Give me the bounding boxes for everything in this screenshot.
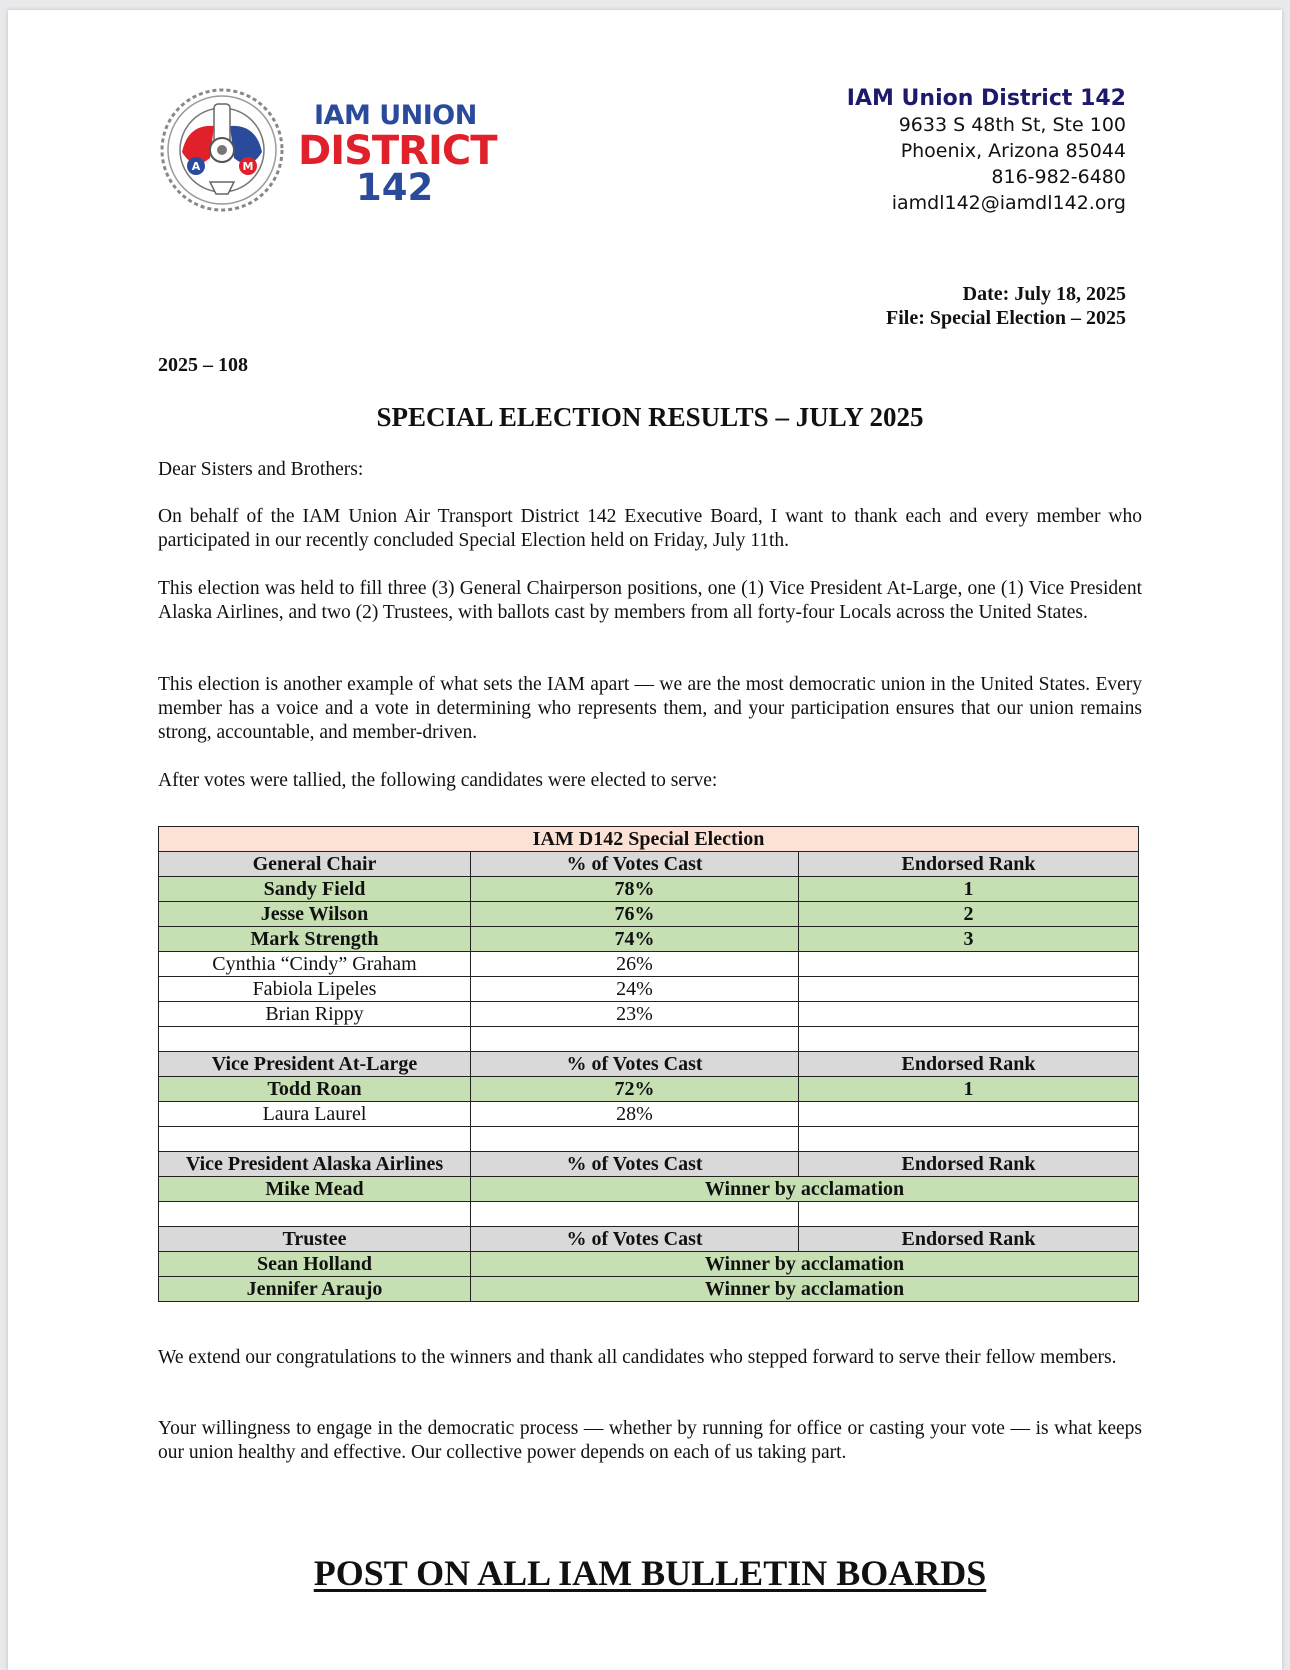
logo-line-1: IAM UNION <box>314 100 477 131</box>
table-caption: IAM D142 Special Election <box>159 827 1139 852</box>
paragraph-participation: Your willingness to engage in the democratic process — whether by running for office or casting your vote — is what keeps our union healthy and effective. Our collective power depends on each of us taking part. <box>158 1418 1142 1463</box>
endorsed-rank: 1 <box>799 877 1139 902</box>
endorsed-rank <box>799 1102 1139 1127</box>
endorsed-rank <box>799 952 1139 977</box>
votes-header: % of Votes Cast <box>471 1227 799 1252</box>
rank-header: Endorsed Rank <box>799 1227 1139 1252</box>
email-address: iamdl142@iamdl142.org <box>891 192 1126 214</box>
votes-header: % of Votes Cast <box>471 1152 799 1177</box>
candidate-name: Sean Holland <box>159 1252 471 1277</box>
spacer-row <box>159 1202 1139 1227</box>
letterhead-address <box>847 86 1126 216</box>
acclamation-note: Winner by acclamation <box>471 1252 1139 1277</box>
table-row <box>159 977 1139 1002</box>
vote-percent: 78% <box>471 877 799 902</box>
section-header-trustee <box>159 1227 1139 1252</box>
table-row <box>159 952 1139 977</box>
logo-line-3: 142 <box>356 166 434 209</box>
candidate-name: Sandy Field <box>159 877 471 902</box>
letter-page <box>8 10 1282 1670</box>
svg-text:M: M <box>242 160 254 173</box>
street-address: 9633 S 48th St, Ste 100 <box>898 114 1126 136</box>
acclamation-note: Winner by acclamation <box>471 1277 1139 1302</box>
paragraph-tally: After votes were tallied, the following candidates were elected to serve: <box>158 770 718 791</box>
acclamation-note: Winner by acclamation <box>471 1177 1139 1202</box>
letter-title: SPECIAL ELECTION RESULTS – JULY 2025 <box>376 402 924 432</box>
table-row <box>159 877 1139 902</box>
vote-percent: 76% <box>471 902 799 927</box>
table-row <box>159 1252 1139 1277</box>
candidate-name: Jennifer Araujo <box>159 1277 471 1302</box>
votes-header: % of Votes Cast <box>471 852 799 877</box>
endorsed-rank: 3 <box>799 927 1139 952</box>
spacer-row <box>159 1127 1139 1152</box>
vote-percent: 23% <box>471 1002 799 1027</box>
phone-number: 816-982-6480 <box>991 166 1126 188</box>
file-reference: File: Special Election – 2025 <box>886 307 1126 329</box>
vote-percent: 26% <box>471 952 799 977</box>
section-title: Vice President Alaska Airlines <box>159 1152 471 1177</box>
paragraph-democracy: This election is another example of what sets the IAM apart — we are the most democratic union in the United States. Every member has a voice and a vote in determining who represents them, and your participation ensures that our union remains strong, accountable, and member-driven. <box>158 674 1142 743</box>
table-row <box>159 1102 1139 1127</box>
logo-line-2: DISTRICT <box>298 128 497 174</box>
logo-wordmark <box>298 100 497 209</box>
paragraph-positions: This election was held to fill three (3) General Chairperson positions, one (1) Vice President At-Large, one (1) Vice President Alaska Airlines, and two (2) Trustees, with ballots cast by members from all forty-four Locals across the United States. <box>158 578 1142 623</box>
city-state-zip: Phoenix, Arizona 85044 <box>900 140 1126 162</box>
vote-percent: 72% <box>471 1077 799 1102</box>
candidate-name: Cynthia “Cindy” Graham <box>159 952 471 977</box>
letter-date: Date: July 18, 2025 <box>962 283 1126 305</box>
section-header-general-chair <box>159 852 1139 877</box>
posting-instruction: POST ON ALL IAM BULLETIN BOARDS <box>313 1553 987 1593</box>
rank-header: Endorsed Rank <box>799 1052 1139 1077</box>
organization-name: IAM Union District 142 <box>846 86 1126 111</box>
section-title: Trustee <box>159 1227 471 1252</box>
candidate-name: Fabiola Lipeles <box>159 977 471 1002</box>
candidate-name: Mark Strength <box>159 927 471 952</box>
candidate-name: Brian Rippy <box>159 1002 471 1027</box>
candidate-name: Jesse Wilson <box>159 902 471 927</box>
candidate-name: Mike Mead <box>159 1177 471 1202</box>
endorsed-rank: 1 <box>799 1077 1139 1102</box>
table-row <box>159 1002 1139 1027</box>
table-row <box>159 1277 1139 1302</box>
candidate-name: Laura Laurel <box>159 1102 471 1127</box>
vote-percent: 74% <box>471 927 799 952</box>
votes-header: % of Votes Cast <box>471 1052 799 1077</box>
svg-text:A: A <box>191 160 201 173</box>
paragraph-thanks: On behalf of the IAM Union Air Transport District 142 Executive Board, I want to thank each and every member who participated in our recently concluded Special Election held on Friday, July 11th. <box>158 506 1142 551</box>
spacer-row <box>159 1027 1139 1052</box>
date-file-block <box>886 282 1126 330</box>
table-row <box>159 927 1139 952</box>
table-row <box>159 902 1139 927</box>
endorsed-rank <box>799 1002 1139 1027</box>
rank-header: Endorsed Rank <box>799 852 1139 877</box>
candidate-name: Todd Roan <box>159 1077 471 1102</box>
table-row <box>159 1077 1139 1102</box>
table-row <box>159 1177 1139 1202</box>
salutation: Dear Sisters and Brothers: <box>158 459 364 480</box>
gear-emblem-icon <box>158 86 286 214</box>
election-results-table <box>158 826 1139 1302</box>
letter-number: 2025 – 108 <box>158 354 248 376</box>
endorsed-rank <box>799 977 1139 1002</box>
paragraph-congratulations: We extend our congratulations to the winners and thank all candidates who stepped forward to serve their fellow members. <box>158 1347 1117 1368</box>
section-header-vp-at-large <box>159 1052 1139 1077</box>
rank-header: Endorsed Rank <box>799 1152 1139 1177</box>
vote-percent: 28% <box>471 1102 799 1127</box>
vote-percent: 24% <box>471 977 799 1002</box>
section-header-vp-alaska <box>159 1152 1139 1177</box>
section-title: General Chair <box>159 852 471 877</box>
section-title: Vice President At-Large <box>159 1052 471 1077</box>
endorsed-rank: 2 <box>799 902 1139 927</box>
union-logo <box>158 84 498 219</box>
